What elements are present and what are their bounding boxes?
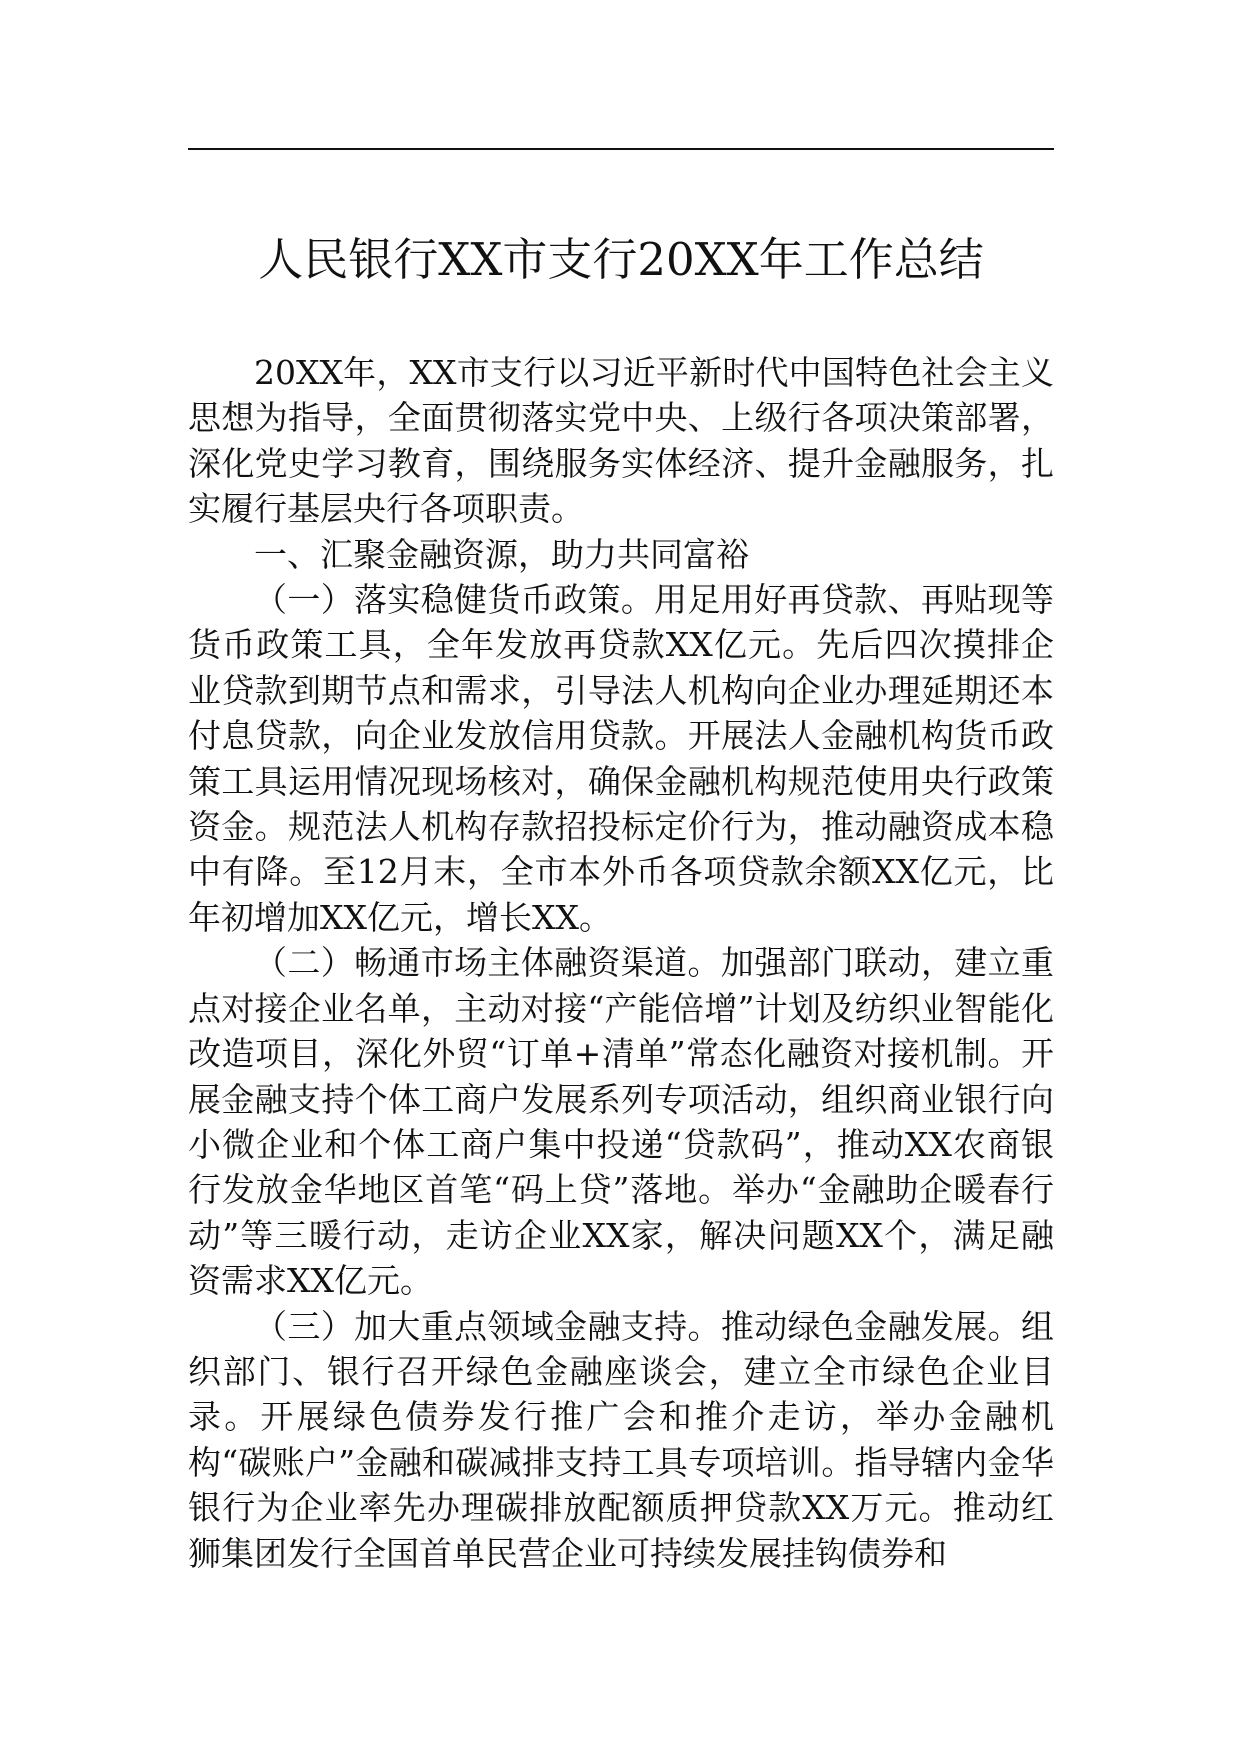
paragraph-monetary-policy: （一）落实稳健货币政策。用足用好再贷款、再贴现等货币政策工具，全年发放再贷款XX亿元。先后四次摸排企业贷款到期节点和需求，引导法人机构向企业办理延期还本付息贷款，向企业发放信用贷款。开展法人金融机构货币政策工具运用情况现场核对，确保金融机构规范使用央行政策资金。规范法人机构存款招投标定价行为，推动融资成本稳中有降。至12月末，全市本外币各项贷款余额XX亿元，比年初增加XX亿元，增长XX。: [188, 580, 1054, 937]
intro-paragraph: 20XX年，XX市支行以习近平新时代中国特色社会主义思想为指导，全面贯彻落实党中央、上级行各项决策部署，深化党史学习教育，围绕服务实体经济、提升金融服务，扎实履行基层央行各项职责。: [188, 353, 1054, 529]
paragraph-key-areas: （三）加大重点领域金融支持。推动绿色金融发展。组织部门、银行召开绿色金融座谈会，建立全市绿色企业目录。开展绿色债券发行推广会和推介走访，举办金融机构“碳账户”金融和碳减排支持工具专项培训。指导辖内金华银行为企业率先办理碳排放配额质押贷款XX万元。推动红狮集团发行全国首单民营企业可持续发展挂钩债券和: [188, 1306, 1054, 1573]
paragraph-financing-channels: （二）畅通市场主体融资渠道。加强部门联动，建立重点对接企业名单，主动对接“产能倍增”计划及纺织业智能化改造项目，深化外贸“订单+清单”常态化融资对接机制。开展金融支持个体工商户发展系列专项活动，组织商业银行向小微企业和个体工商户集中投递“贷款码”，推动XX农商银行发放金华地区首笔“码上贷”落地。举办“金融助企暖春行动”等三暖行动，走访企业XX家，解决问题XX个，满足融资需求XX亿元。: [188, 943, 1054, 1301]
section-heading: 一、汇聚金融资源，助力共同富裕: [254, 534, 749, 574]
document-body: [188, 350, 1054, 1576]
header-rule: [188, 148, 1054, 150]
document-title: 人民银行XX市支行20XX年工作总结: [258, 233, 984, 286]
